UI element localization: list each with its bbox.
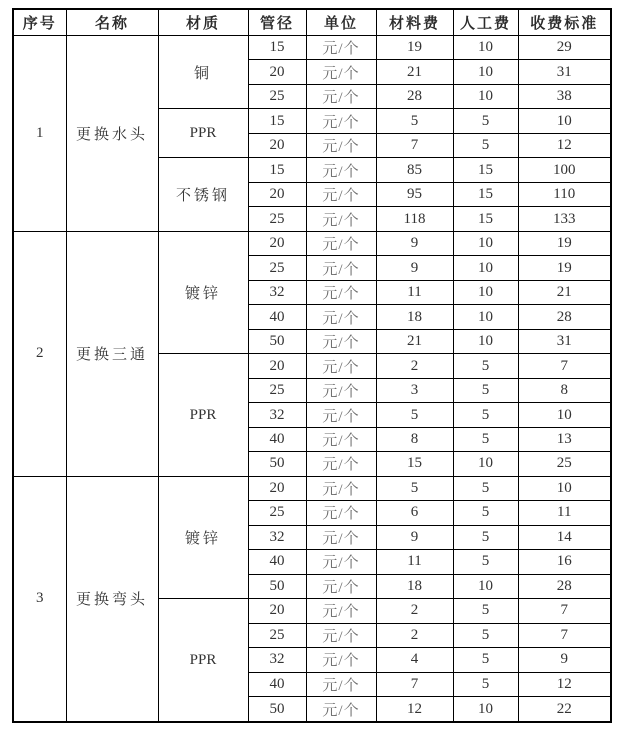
cell-material-fee: 11 — [376, 280, 453, 304]
cell-diameter: 20 — [248, 231, 306, 255]
cell-material-fee: 2 — [376, 599, 453, 623]
cell-fee-standard: 12 — [518, 133, 611, 157]
cell-labor-fee: 5 — [453, 427, 518, 451]
cell-material-fee: 18 — [376, 305, 453, 329]
cell-fee-standard: 25 — [518, 452, 611, 476]
cell-unit: 元/个 — [306, 207, 376, 231]
cell-unit: 元/个 — [306, 329, 376, 353]
cell-fee-standard: 9 — [518, 648, 611, 672]
cell-fee-standard: 10 — [518, 403, 611, 427]
column-header-unit: 单位 — [306, 9, 376, 36]
cell-material-fee: 95 — [376, 182, 453, 206]
cell-diameter: 32 — [248, 525, 306, 549]
cell-material-fee: 7 — [376, 133, 453, 157]
cell-material-fee: 2 — [376, 354, 453, 378]
cell-unit: 元/个 — [306, 623, 376, 647]
cell-labor-fee: 5 — [453, 133, 518, 157]
cell-labor-fee: 10 — [453, 305, 518, 329]
cell-material: PPR — [158, 109, 248, 158]
cell-diameter: 40 — [248, 305, 306, 329]
cell-labor-fee: 5 — [453, 648, 518, 672]
column-header-material-fee: 材料费 — [376, 9, 453, 36]
column-header-fee-standard: 收费标准 — [518, 9, 611, 36]
cell-labor-fee: 10 — [453, 280, 518, 304]
cell-fee-standard: 7 — [518, 354, 611, 378]
cell-material: 镀锌 — [158, 231, 248, 353]
cell-material: PPR — [158, 599, 248, 722]
cell-fee-standard: 8 — [518, 378, 611, 402]
cell-fee-standard: 21 — [518, 280, 611, 304]
cell-material-fee: 7 — [376, 672, 453, 696]
cell-labor-fee: 10 — [453, 574, 518, 598]
cell-fee-standard: 133 — [518, 207, 611, 231]
cell-unit: 元/个 — [306, 452, 376, 476]
cell-material-fee: 118 — [376, 207, 453, 231]
cell-fee-standard: 22 — [518, 697, 611, 722]
cell-diameter: 15 — [248, 158, 306, 182]
cell-labor-fee: 10 — [453, 60, 518, 84]
cell-fee-standard: 10 — [518, 476, 611, 500]
cell-labor-fee: 15 — [453, 158, 518, 182]
cell-unit: 元/个 — [306, 476, 376, 500]
cell-name: 更换水头 — [66, 36, 158, 232]
cell-material-fee: 28 — [376, 84, 453, 108]
cell-diameter: 32 — [248, 403, 306, 427]
cell-fee-standard: 7 — [518, 599, 611, 623]
cell-labor-fee: 15 — [453, 207, 518, 231]
cell-material-fee: 9 — [376, 525, 453, 549]
cell-unit: 元/个 — [306, 648, 376, 672]
cell-unit: 元/个 — [306, 354, 376, 378]
cell-fee-standard: 28 — [518, 574, 611, 598]
cell-fee-standard: 13 — [518, 427, 611, 451]
cell-diameter: 20 — [248, 599, 306, 623]
cell-diameter: 25 — [248, 623, 306, 647]
cell-diameter: 50 — [248, 574, 306, 598]
cell-material-fee: 21 — [376, 329, 453, 353]
cell-diameter: 20 — [248, 133, 306, 157]
cell-diameter: 15 — [248, 36, 306, 60]
cell-diameter: 25 — [248, 84, 306, 108]
cell-unit: 元/个 — [306, 231, 376, 255]
cell-unit: 元/个 — [306, 501, 376, 525]
cell-unit: 元/个 — [306, 182, 376, 206]
cell-fee-standard: 19 — [518, 256, 611, 280]
cell-diameter: 32 — [248, 648, 306, 672]
cell-unit: 元/个 — [306, 256, 376, 280]
cell-material: 铜 — [158, 36, 248, 109]
cell-material-fee: 15 — [376, 452, 453, 476]
cell-unit: 元/个 — [306, 133, 376, 157]
cell-material-fee: 21 — [376, 60, 453, 84]
cell-diameter: 50 — [248, 329, 306, 353]
cell-diameter: 32 — [248, 280, 306, 304]
cell-material-fee: 2 — [376, 623, 453, 647]
cell-labor-fee: 10 — [453, 36, 518, 60]
cell-labor-fee: 5 — [453, 354, 518, 378]
cell-seq: 2 — [13, 231, 66, 476]
cell-material-fee: 18 — [376, 574, 453, 598]
cell-material-fee: 3 — [376, 378, 453, 402]
cell-fee-standard: 110 — [518, 182, 611, 206]
cell-fee-standard: 29 — [518, 36, 611, 60]
cell-diameter: 40 — [248, 550, 306, 574]
cell-material-fee: 4 — [376, 648, 453, 672]
column-header-labor-fee: 人工费 — [453, 9, 518, 36]
cell-labor-fee: 5 — [453, 476, 518, 500]
cell-unit: 元/个 — [306, 36, 376, 60]
cell-fee-standard: 31 — [518, 329, 611, 353]
cell-unit: 元/个 — [306, 378, 376, 402]
cell-labor-fee: 5 — [453, 109, 518, 133]
cell-fee-standard: 10 — [518, 109, 611, 133]
cell-fee-standard: 14 — [518, 525, 611, 549]
cell-labor-fee: 10 — [453, 697, 518, 722]
cell-diameter: 20 — [248, 476, 306, 500]
cell-unit: 元/个 — [306, 158, 376, 182]
cell-diameter: 40 — [248, 672, 306, 696]
table-row — [13, 231, 611, 255]
cell-diameter: 50 — [248, 697, 306, 722]
cell-material-fee: 5 — [376, 109, 453, 133]
cell-labor-fee: 10 — [453, 329, 518, 353]
table-row — [13, 36, 611, 60]
cell-fee-standard: 100 — [518, 158, 611, 182]
cell-seq: 3 — [13, 476, 66, 722]
cell-unit: 元/个 — [306, 599, 376, 623]
cell-unit: 元/个 — [306, 60, 376, 84]
cell-fee-standard: 11 — [518, 501, 611, 525]
cell-diameter: 20 — [248, 354, 306, 378]
cell-material-fee: 5 — [376, 476, 453, 500]
cell-labor-fee: 10 — [453, 84, 518, 108]
cell-unit: 元/个 — [306, 280, 376, 304]
cell-diameter: 20 — [248, 60, 306, 84]
cell-labor-fee: 5 — [453, 550, 518, 574]
cell-unit: 元/个 — [306, 427, 376, 451]
column-header-material: 材质 — [158, 9, 248, 36]
cell-material-fee: 12 — [376, 697, 453, 722]
column-header-name: 名称 — [66, 9, 158, 36]
table-row — [13, 476, 611, 500]
cell-material-fee: 85 — [376, 158, 453, 182]
cell-material-fee: 11 — [376, 550, 453, 574]
cell-diameter: 20 — [248, 182, 306, 206]
cell-diameter: 25 — [248, 378, 306, 402]
cell-material: 不锈钢 — [158, 158, 248, 231]
cell-material-fee: 8 — [376, 427, 453, 451]
cell-fee-standard: 12 — [518, 672, 611, 696]
column-header-seq: 序号 — [13, 9, 66, 36]
cell-labor-fee: 15 — [453, 182, 518, 206]
cell-material-fee: 5 — [376, 403, 453, 427]
cell-unit: 元/个 — [306, 574, 376, 598]
cell-fee-standard: 7 — [518, 623, 611, 647]
cell-fee-standard: 38 — [518, 84, 611, 108]
cell-fee-standard: 31 — [518, 60, 611, 84]
cell-fee-standard: 19 — [518, 231, 611, 255]
cell-unit: 元/个 — [306, 697, 376, 722]
cell-material: 镀锌 — [158, 476, 248, 598]
cell-material-fee: 9 — [376, 256, 453, 280]
cell-labor-fee: 5 — [453, 672, 518, 696]
cell-diameter: 40 — [248, 427, 306, 451]
cell-unit: 元/个 — [306, 84, 376, 108]
cell-seq: 1 — [13, 36, 66, 232]
cell-labor-fee: 5 — [453, 525, 518, 549]
cell-material-fee: 19 — [376, 36, 453, 60]
cell-labor-fee: 5 — [453, 599, 518, 623]
cell-fee-standard: 28 — [518, 305, 611, 329]
cell-diameter: 25 — [248, 207, 306, 231]
column-header-diameter: 管径 — [248, 9, 306, 36]
cell-labor-fee: 5 — [453, 378, 518, 402]
cell-diameter: 15 — [248, 109, 306, 133]
cell-unit: 元/个 — [306, 403, 376, 427]
fee-schedule-table — [12, 8, 612, 723]
cell-unit: 元/个 — [306, 672, 376, 696]
cell-unit: 元/个 — [306, 109, 376, 133]
cell-labor-fee: 10 — [453, 256, 518, 280]
cell-diameter: 50 — [248, 452, 306, 476]
cell-material-fee: 9 — [376, 231, 453, 255]
cell-fee-standard: 16 — [518, 550, 611, 574]
cell-labor-fee: 5 — [453, 403, 518, 427]
cell-labor-fee: 10 — [453, 452, 518, 476]
cell-labor-fee: 5 — [453, 501, 518, 525]
cell-unit: 元/个 — [306, 305, 376, 329]
cell-unit: 元/个 — [306, 550, 376, 574]
cell-material-fee: 6 — [376, 501, 453, 525]
table-header-row — [13, 9, 611, 36]
table-body — [13, 36, 611, 723]
cell-material: PPR — [158, 354, 248, 476]
cell-name: 更换弯头 — [66, 476, 158, 722]
cell-diameter: 25 — [248, 256, 306, 280]
cell-labor-fee: 5 — [453, 623, 518, 647]
cell-name: 更换三通 — [66, 231, 158, 476]
cell-diameter: 25 — [248, 501, 306, 525]
cell-unit: 元/个 — [306, 525, 376, 549]
cell-labor-fee: 10 — [453, 231, 518, 255]
